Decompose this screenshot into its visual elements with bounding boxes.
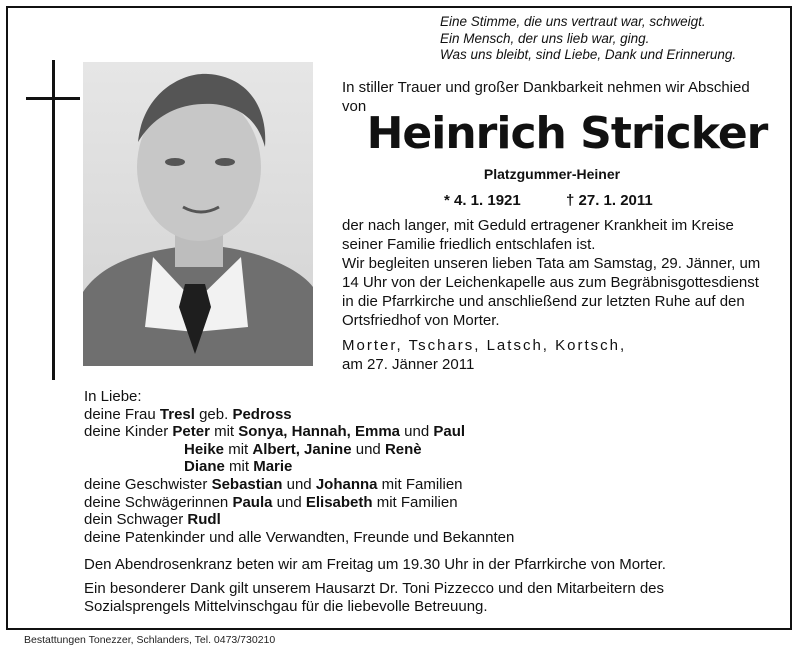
rosary-notice: Den Abendrosenkranz beten wir am Freitag um 19.30 Uhr in der Pfarrkirche von Morter. xyxy=(84,556,666,573)
family-row-others: deine Patenkinder und alle Verwandten, Freunde und Bekannten xyxy=(84,528,515,546)
poem xyxy=(440,14,790,64)
thanks-notice: Ein besonderer Dank gilt unserem Hausarzt Dr. Toni Pizzecco und den Mitarbeitern des Sozialsprengels Mittelvinschgau für die liebevolle Betreuung. xyxy=(84,580,665,615)
portrait-photo xyxy=(83,62,313,366)
family-row-children: deine Kinder Peter mit Sonya, Hannah, Emma und Paul xyxy=(84,423,466,441)
intro-text: In stiller Trauer und großer Dankbarkeit nehmen wir Abschied von xyxy=(342,79,750,115)
cross-icon-bar xyxy=(26,97,80,100)
poem-line: Ein Mensch, der uns lieb war, ging. xyxy=(440,30,650,46)
funeral-text: Wir begleiten unseren lieben Tata am Samstag, 29. Jänner, um 14 Uhr von der Leichenkapelle aus zum Begräbnisgottesdienst in die Pfarrkirche und anschließend zur letzten Ruhe auf den Ortsfriedhof von Morter. xyxy=(342,255,761,329)
family-row-children: Diane mit Marie xyxy=(184,458,293,476)
family-row-brother-in-law: dein Schwager Rudl xyxy=(84,511,221,529)
family-row-wife: deine Frau Tresl geb. Pedross xyxy=(84,405,292,423)
family-row-sisters-in-law: deine Schwägerinnen Paula und Elisabeth mit Familien xyxy=(84,493,458,511)
undertaker-footer: Bestattungen Tonezzer, Schlanders, Tel. 0473/730210 xyxy=(24,634,276,646)
cross-icon xyxy=(52,60,55,380)
family-list xyxy=(84,388,764,546)
dateline: am 27. Jänner 2011 xyxy=(342,356,475,373)
death-date: † 27. 1. 2011 xyxy=(566,192,653,209)
poem-line: Was uns bleibt, sind Liebe, Dank und Erinnerung. xyxy=(440,47,737,62)
deceased-name: Heinrich Stricker xyxy=(366,108,768,159)
nickname: Platzgummer-Heiner xyxy=(483,166,621,182)
family-row-children: Heike mit Albert, Janine und Renè xyxy=(184,440,422,458)
places-line: Morter, Tschars, Latsch, Kortsch, xyxy=(342,337,627,354)
passing-text: der nach langer, mit Geduld ertragener Krankheit im Kreise seiner Familie friedlich entschlafen ist. xyxy=(342,217,734,253)
poem-line: Eine Stimme, die uns vertraut war, schweigt. xyxy=(440,14,706,29)
family-row-siblings: deine Geschwister Sebastian und Johanna mit Familien xyxy=(84,475,463,493)
family-heading: In Liebe: xyxy=(84,388,142,405)
birth-date: * 4. 1. 1921 xyxy=(444,192,521,209)
